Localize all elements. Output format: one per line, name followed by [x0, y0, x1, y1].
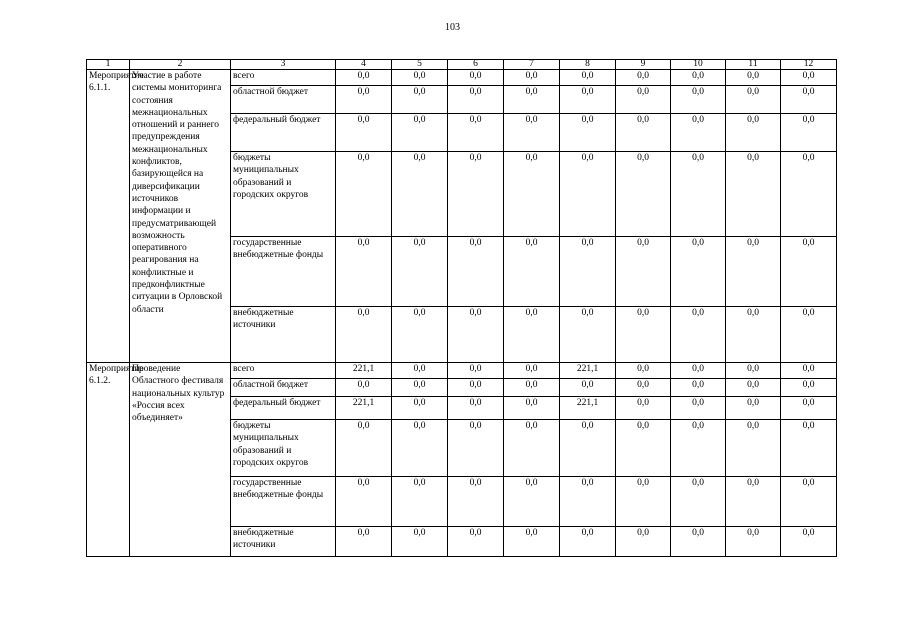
amount-cell: 0,0 [726, 70, 781, 86]
amount-cell: 0,0 [781, 86, 837, 114]
amount-cell: 0,0 [392, 420, 448, 477]
amount-cell: 0,0 [726, 477, 781, 527]
amount-cell: 0,0 [392, 379, 448, 397]
column-number: 1 [87, 60, 130, 70]
amount-cell: 0,0 [781, 363, 837, 379]
amount-cell: 221,1 [336, 397, 392, 420]
amount-cell: 0,0 [392, 477, 448, 527]
amount-cell: 0,0 [504, 114, 560, 152]
amount-cell: 0,0 [616, 70, 671, 86]
amount-cell: 0,0 [671, 152, 726, 237]
amount-cell: 0,0 [616, 397, 671, 420]
amount-cell: 0,0 [504, 477, 560, 527]
funding-source: федеральный бюджет [231, 397, 336, 420]
amount-cell: 0,0 [616, 152, 671, 237]
funding-source: внебюджетные источники [231, 527, 336, 557]
amount-cell: 0,0 [448, 70, 504, 86]
column-number: 6 [448, 60, 504, 70]
amount-cell: 0,0 [336, 477, 392, 527]
amount-cell: 0,0 [504, 237, 560, 307]
amount-cell: 0,0 [560, 420, 616, 477]
funding-source: федеральный бюджет [231, 114, 336, 152]
amount-cell: 0,0 [504, 379, 560, 397]
amount-cell: 0,0 [336, 70, 392, 86]
amount-cell: 0,0 [781, 114, 837, 152]
amount-cell: 0,0 [504, 397, 560, 420]
amount-cell: 0,0 [560, 114, 616, 152]
column-number: 2 [130, 60, 231, 70]
amount-cell: 0,0 [504, 363, 560, 379]
amount-cell: 0,0 [560, 237, 616, 307]
funding-source: государственные внебюджетные фонды [231, 477, 336, 527]
amount-cell: 0,0 [671, 379, 726, 397]
amount-cell: 0,0 [671, 397, 726, 420]
amount-cell: 0,0 [336, 307, 392, 363]
funding-source: областной бюджет [231, 86, 336, 114]
amount-cell: 0,0 [671, 527, 726, 557]
column-number: 10 [671, 60, 726, 70]
amount-cell: 0,0 [560, 379, 616, 397]
amount-cell: 0,0 [726, 307, 781, 363]
amount-cell: 0,0 [726, 420, 781, 477]
amount-cell: 0,0 [781, 379, 837, 397]
table-row [87, 363, 837, 379]
amount-cell: 0,0 [336, 152, 392, 237]
amount-cell: 0,0 [781, 477, 837, 527]
amount-cell: 0,0 [781, 420, 837, 477]
amount-cell: 0,0 [336, 114, 392, 152]
amount-cell: 0,0 [726, 114, 781, 152]
budget-table [86, 59, 837, 557]
amount-cell: 0,0 [560, 70, 616, 86]
amount-cell: 0,0 [616, 527, 671, 557]
amount-cell: 0,0 [392, 70, 448, 86]
amount-cell: 0,0 [726, 397, 781, 420]
amount-cell: 0,0 [392, 152, 448, 237]
amount-cell: 0,0 [392, 363, 448, 379]
amount-cell: 0,0 [504, 70, 560, 86]
amount-cell: 0,0 [671, 114, 726, 152]
funding-source: бюджеты муниципальных образований и городских округов [231, 420, 336, 477]
amount-cell: 0,0 [448, 420, 504, 477]
event-code: Мероприятие 6.1.1. [87, 70, 130, 363]
amount-cell: 0,0 [781, 152, 837, 237]
amount-cell: 0,0 [781, 237, 837, 307]
amount-cell: 0,0 [504, 420, 560, 477]
event-code: Мероприятие 6.1.2. [87, 363, 130, 557]
amount-cell: 0,0 [781, 307, 837, 363]
amount-cell: 0,0 [392, 86, 448, 114]
amount-cell: 0,0 [616, 237, 671, 307]
amount-cell: 0,0 [448, 397, 504, 420]
amount-cell: 0,0 [560, 307, 616, 363]
amount-cell: 0,0 [560, 527, 616, 557]
funding-source: бюджеты муниципальных образований и городских округов [231, 152, 336, 237]
amount-cell: 0,0 [448, 363, 504, 379]
column-number: 12 [781, 60, 837, 70]
amount-cell: 0,0 [616, 363, 671, 379]
amount-cell: 0,0 [671, 70, 726, 86]
column-number: 7 [504, 60, 560, 70]
amount-cell: 0,0 [448, 152, 504, 237]
amount-cell: 0,0 [671, 237, 726, 307]
column-number-row [87, 60, 837, 70]
amount-cell: 0,0 [504, 86, 560, 114]
amount-cell: 0,0 [560, 86, 616, 114]
funding-source: всего [231, 70, 336, 86]
amount-cell: 0,0 [781, 397, 837, 420]
column-number: 5 [392, 60, 448, 70]
amount-cell: 0,0 [392, 237, 448, 307]
amount-cell: 0,0 [392, 527, 448, 557]
amount-cell: 0,0 [671, 477, 726, 527]
amount-cell: 0,0 [336, 86, 392, 114]
amount-cell: 0,0 [560, 152, 616, 237]
amount-cell: 221,1 [560, 397, 616, 420]
column-number: 11 [726, 60, 781, 70]
amount-cell: 0,0 [781, 527, 837, 557]
amount-cell: 0,0 [726, 86, 781, 114]
amount-cell: 0,0 [616, 307, 671, 363]
funding-source: областной бюджет [231, 379, 336, 397]
amount-cell: 0,0 [726, 152, 781, 237]
column-number: 9 [616, 60, 671, 70]
amount-cell: 0,0 [448, 379, 504, 397]
funding-source: всего [231, 363, 336, 379]
amount-cell: 0,0 [448, 86, 504, 114]
column-number: 4 [336, 60, 392, 70]
event-name: Проведение Областного фестиваля национальных культур «Россия всех объединяет» [130, 363, 231, 557]
table-row [87, 70, 837, 86]
amount-cell: 0,0 [448, 307, 504, 363]
amount-cell: 0,0 [504, 527, 560, 557]
amount-cell: 0,0 [392, 307, 448, 363]
amount-cell: 0,0 [448, 527, 504, 557]
column-number: 3 [231, 60, 336, 70]
amount-cell: 0,0 [616, 86, 671, 114]
amount-cell: 0,0 [336, 237, 392, 307]
amount-cell: 0,0 [671, 420, 726, 477]
page-number: 103 [445, 22, 460, 33]
amount-cell: 0,0 [616, 379, 671, 397]
column-number: 8 [560, 60, 616, 70]
funding-source: государственные внебюджетные фонды [231, 237, 336, 307]
amount-cell: 221,1 [336, 363, 392, 379]
amount-cell: 0,0 [726, 379, 781, 397]
amount-cell: 0,0 [671, 307, 726, 363]
table-body [87, 70, 837, 557]
amount-cell: 0,0 [671, 363, 726, 379]
amount-cell: 0,0 [336, 379, 392, 397]
amount-cell: 0,0 [392, 397, 448, 420]
amount-cell: 0,0 [504, 152, 560, 237]
amount-cell: 0,0 [616, 420, 671, 477]
amount-cell: 0,0 [616, 477, 671, 527]
amount-cell: 0,0 [448, 237, 504, 307]
amount-cell: 0,0 [448, 477, 504, 527]
amount-cell: 0,0 [726, 363, 781, 379]
amount-cell: 0,0 [504, 307, 560, 363]
amount-cell: 0,0 [616, 114, 671, 152]
amount-cell: 0,0 [726, 527, 781, 557]
amount-cell: 0,0 [671, 86, 726, 114]
amount-cell: 0,0 [336, 420, 392, 477]
amount-cell: 0,0 [336, 527, 392, 557]
amount-cell: 0,0 [781, 70, 837, 86]
funding-source: внебюджетные источники [231, 307, 336, 363]
amount-cell: 0,0 [726, 237, 781, 307]
amount-cell: 0,0 [392, 114, 448, 152]
amount-cell: 221,1 [560, 363, 616, 379]
event-name: Участие в работе системы мониторинга состояния межнациональных отношений и раннего предупреждения межнациональных конфликтов, базирующейся на диверсификации источников информации и предусматривающей возможность оперативного реагирования на конфликтные и предконфликтные ситуации в Орловской области [130, 70, 231, 363]
amount-cell: 0,0 [448, 114, 504, 152]
amount-cell: 0,0 [560, 477, 616, 527]
